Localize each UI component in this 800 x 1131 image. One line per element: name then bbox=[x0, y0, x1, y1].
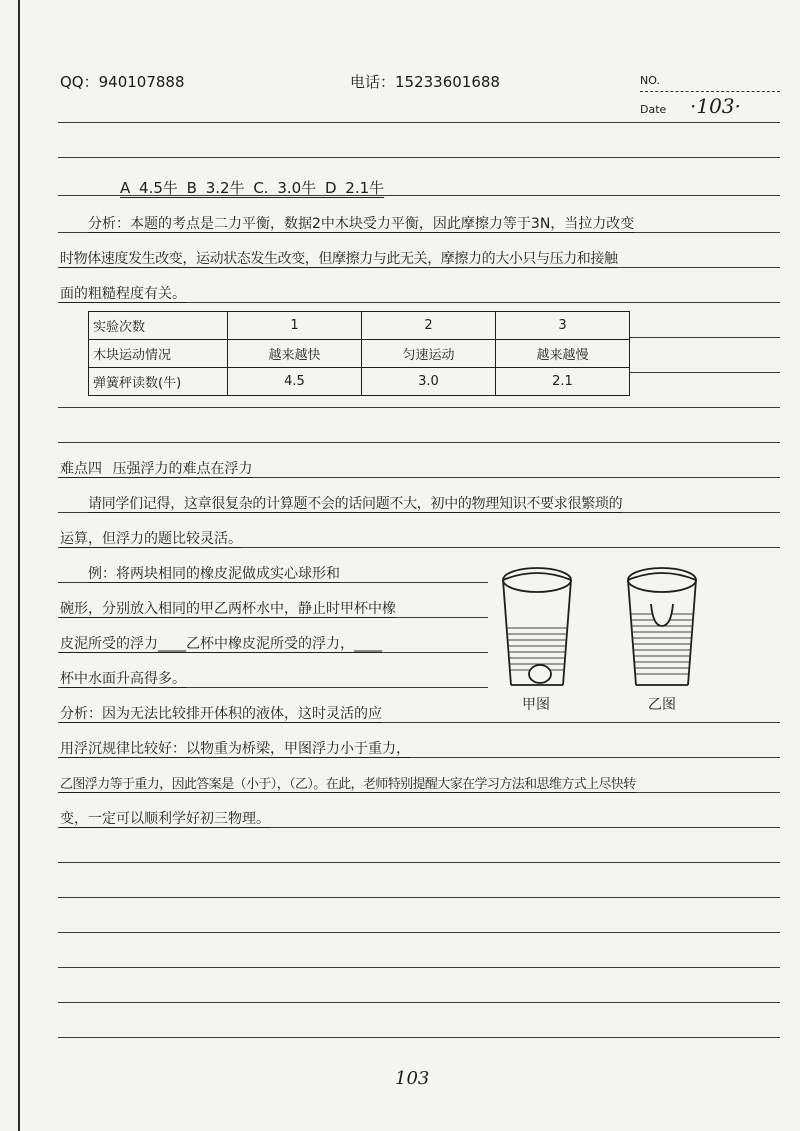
analysis-line: 变，一定可以顺利学好初三物理。 bbox=[60, 811, 270, 827]
table-row bbox=[89, 312, 630, 340]
water-lines-left bbox=[507, 628, 567, 670]
table-cell: 1 bbox=[228, 312, 362, 340]
ruled-line bbox=[58, 1037, 780, 1038]
figure-caption-left: 甲图 bbox=[522, 697, 550, 713]
experiment-table bbox=[88, 311, 630, 396]
ruled-line bbox=[58, 442, 780, 443]
phone-contact: 电话：15233601688 bbox=[350, 73, 500, 91]
example-line: 杯中水面升高得多。 bbox=[60, 671, 186, 687]
table-cell: 匀速运动 bbox=[362, 340, 496, 368]
table-cell: 实验次数 bbox=[89, 312, 228, 340]
cup-figures bbox=[495, 560, 725, 690]
analysis-line: 分析：本题的考点是二力平衡，数据2中木块受力平衡，因此摩擦力等于3N，当拉力改变 bbox=[88, 216, 635, 232]
qq-contact: QQ：940107888 bbox=[60, 73, 185, 91]
example-line: 皮泥所受的浮力____乙杯中橡皮泥所受的浮力，____ bbox=[60, 636, 382, 652]
example-line: 碗形，分别放入相同的甲乙两杯水中，静止时甲杯中橡 bbox=[60, 601, 396, 617]
table-row bbox=[89, 340, 630, 368]
ruled-line bbox=[630, 372, 780, 373]
table-cell: 越来越快 bbox=[228, 340, 362, 368]
ruled-line bbox=[58, 792, 780, 793]
clay-bowl bbox=[651, 604, 673, 626]
table-cell: 3 bbox=[496, 312, 630, 340]
analysis-line: 分析：因为无法比较排开体积的液体，这时灵活的应 bbox=[60, 706, 382, 722]
page-number: 103 bbox=[395, 1068, 430, 1089]
table-row bbox=[89, 368, 630, 396]
ruled-line bbox=[58, 967, 780, 968]
date-value: ·103· bbox=[690, 94, 741, 118]
no-dash-line bbox=[640, 91, 780, 92]
ruled-line bbox=[58, 407, 780, 408]
section-title: 难点四 压强浮力的难点在浮力 bbox=[60, 461, 253, 477]
table-cell: 3.0 bbox=[362, 368, 496, 396]
ruled-line bbox=[58, 932, 780, 933]
table-cell: 2 bbox=[362, 312, 496, 340]
intro-line: 运算，但浮力的题比较灵活。 bbox=[60, 531, 242, 547]
answer-options: A 4.5牛 B 3.2牛 C. 3.0牛 D 2.1牛 bbox=[120, 179, 385, 197]
table-cell: 越来越慢 bbox=[496, 340, 630, 368]
table-cell: 2.1 bbox=[496, 368, 630, 396]
example-line: 例：将两块相同的橡皮泥做成实心球形和 bbox=[88, 566, 340, 582]
table-cell: 木块运动情况 bbox=[89, 340, 228, 368]
ruled-line bbox=[58, 862, 780, 863]
analysis-line: 乙图浮力等于重力，因此答案是（小于），（乙）。在此，老师特别提醒大家在学习方法和思维方式上尽快转 bbox=[60, 777, 636, 792]
ruled-line bbox=[58, 122, 780, 123]
binding-line bbox=[18, 0, 20, 1131]
table-cell: 弹簧秤读数(牛) bbox=[89, 368, 228, 396]
intro-line: 请同学们记得，这章很复杂的计算题不会的话问题不大，初中的物理知识不要求很繁琐的 bbox=[88, 496, 623, 512]
analysis-line: 面的粗糙程度有关。 bbox=[60, 286, 186, 302]
analysis-line: 用浮沉规律比较好：以物重为桥梁，甲图浮力小于重力， bbox=[60, 741, 410, 757]
analysis-line: 时物体速度发生改变，运动状态发生改变，但摩擦力与此无关，摩擦力的大小只与压力和接触 bbox=[60, 251, 618, 267]
ruled-line bbox=[58, 1002, 780, 1003]
ruled-line bbox=[58, 897, 780, 898]
ruled-line bbox=[630, 337, 780, 338]
ruled-line bbox=[58, 157, 780, 158]
clay-ball bbox=[529, 665, 551, 683]
figure-caption-right: 乙图 bbox=[648, 697, 676, 713]
no-label: NO. bbox=[640, 74, 660, 87]
date-label: Date bbox=[640, 103, 667, 116]
table-cell: 4.5 bbox=[228, 368, 362, 396]
